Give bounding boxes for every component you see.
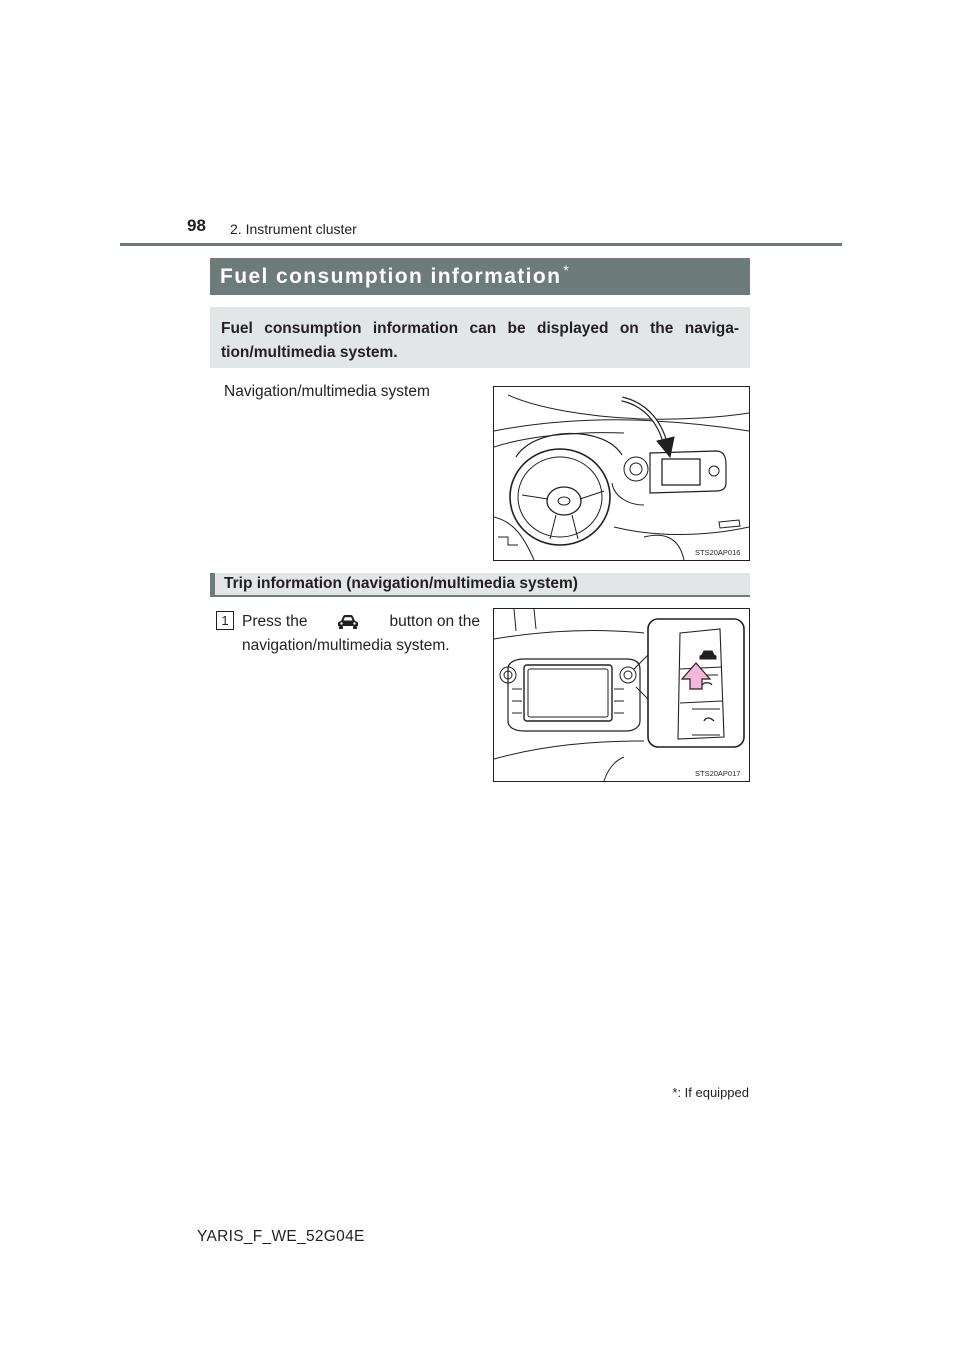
- footnote: [672, 1085, 749, 1100]
- footer-code: YARIS_F_WE_52G04E: [197, 1228, 365, 1245]
- multimedia-button-illustration: [493, 608, 750, 782]
- dashboard-illustration: [493, 386, 750, 561]
- footnote-marker: *: [672, 1085, 678, 1100]
- footnote-text: : If equipped: [677, 1085, 749, 1100]
- nav-caption: Navigation/multimedia system: [224, 383, 430, 400]
- section-label: 2. Instrument cluster: [230, 221, 357, 237]
- step-text-after: button on the: [389, 613, 480, 630]
- header-rule: [120, 243, 842, 246]
- figure1-code: STS20AP016: [695, 548, 741, 557]
- page-title: Fuel consumption information: [220, 264, 562, 288]
- step-text-before: Press the: [242, 613, 308, 630]
- step-number: 1: [216, 611, 234, 630]
- car-icon: [337, 614, 359, 630]
- page-number: 98: [187, 216, 206, 235]
- figure2-code: STS20AP017: [695, 769, 741, 778]
- subsection-bar: [210, 573, 750, 597]
- intro-box: Fuel consumption information can be displayed on the naviga- tion/multimedia system.: [210, 307, 750, 368]
- subsection-title: Trip information (navigation/multimedia system): [224, 575, 578, 592]
- title-bar: [210, 258, 750, 295]
- step-instruction: [242, 610, 480, 658]
- if-equipped-marker: *: [563, 262, 569, 278]
- step-text-line2: navigation/multimedia system.: [242, 637, 450, 654]
